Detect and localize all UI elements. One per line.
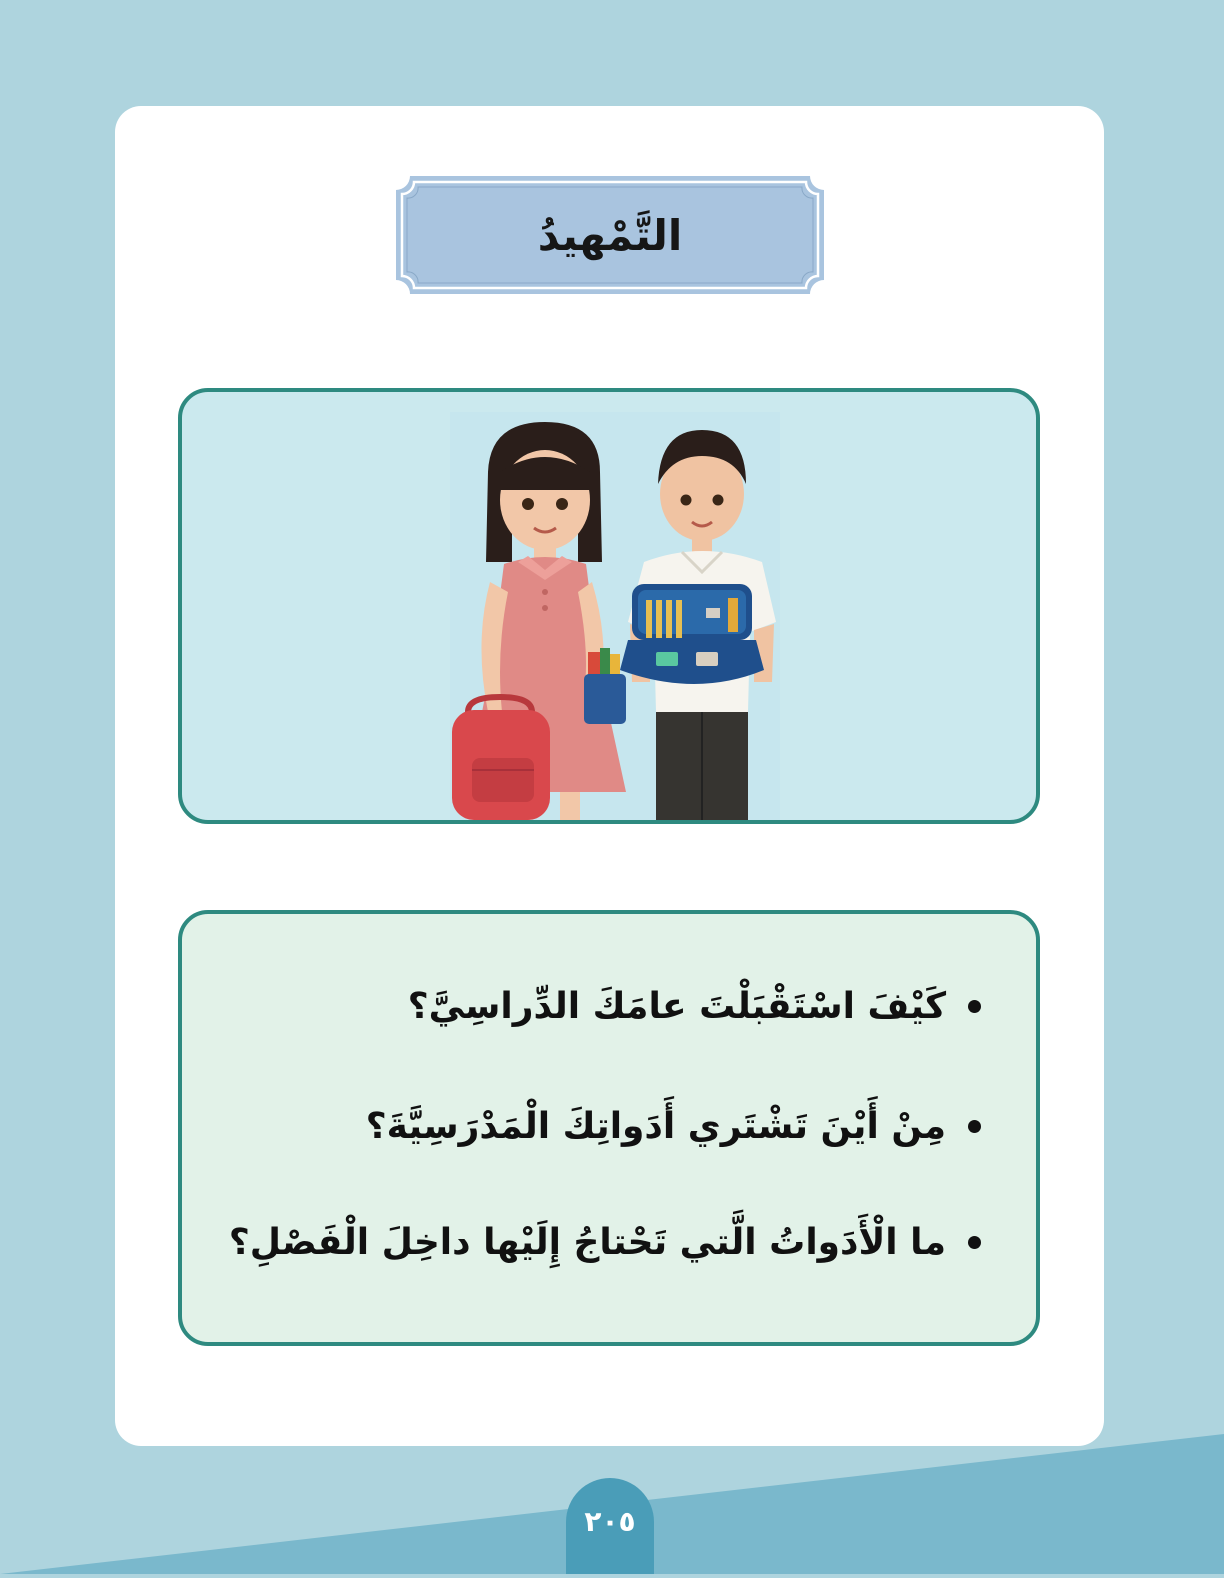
pencil-cup [584,648,626,724]
question-text: مِنْ أَيْنَ تَشْتَري أَدَواتِكَ الْمَدْرَسِيَّةَ؟ [365,1105,946,1147]
bullet-icon [968,1120,981,1133]
question-text: ما الْأَدَواتُ الَّتي تَحْتاجُ إِلَيْها داخِلَ الْفَصْلِ؟ [228,1221,946,1263]
question-item [366,1096,981,1156]
illustration-frame [178,388,1040,824]
question-text: كَيْفَ اسْتَقْبَلْتَ عامَكَ الدِّراسِيَّ؟ [407,985,946,1027]
page-number: ٢٠٥ [584,1504,636,1538]
bullet-icon [968,1000,981,1013]
bullet-icon [968,1236,981,1249]
red-backpack [452,697,550,820]
question-item [408,976,981,1036]
children-illustration [450,412,780,824]
pencil-case [620,584,764,684]
question-item [229,1212,981,1272]
page-number-tab [566,1478,654,1574]
page-title: التَّمْهيدُ [537,210,683,260]
questions-frame [178,910,1040,1346]
title-plaque [396,176,824,294]
